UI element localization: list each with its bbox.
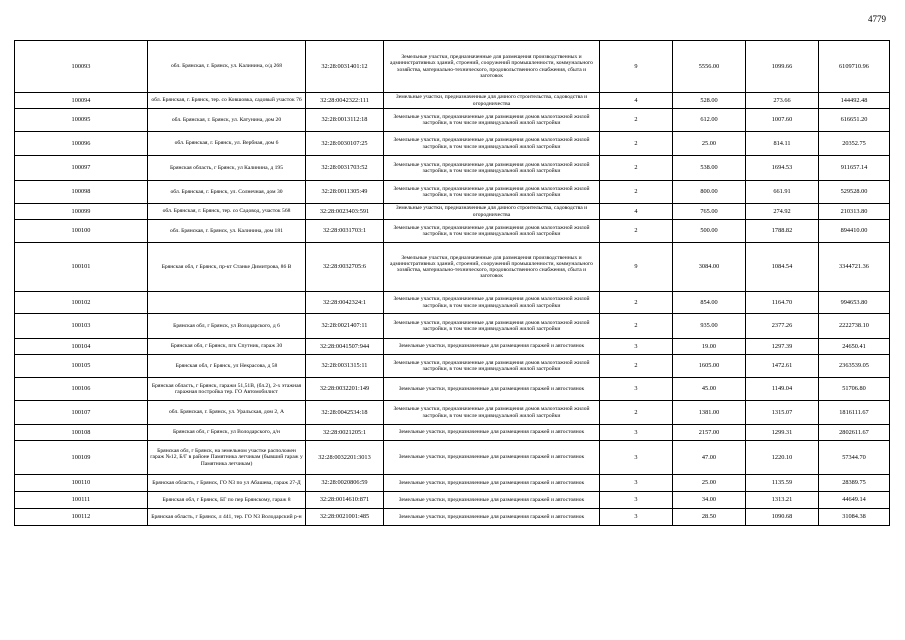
table-row (15, 509, 890, 526)
cell-cadastral-value: 24650.41 (819, 339, 890, 355)
cell-address: обл. Брянская, г. Брянск, тер. со Садовод, участок 568 (148, 204, 306, 220)
cell-area: 28.50 (673, 509, 746, 526)
cell-object-id: 100102 (15, 292, 148, 314)
cell-use-group: 3 (600, 492, 673, 509)
cell-area: 19.00 (673, 339, 746, 355)
cell-specific-value: 2377.26 (746, 314, 819, 339)
cell-address: Брянская обл, г Брянск, на земельном участке расположен гараж №12, Б/Г в районе Памятника летчикам (бывший гараж у Памятника летчикам) (148, 441, 306, 475)
cell-use-group: 2 (600, 355, 673, 378)
cell-object-id: 100104 (15, 339, 148, 355)
cell-cadastral-value: 44649.14 (819, 492, 890, 509)
cell-cadastral-number: 32:28:0031401:12 (306, 41, 384, 93)
cell-object-id: 100103 (15, 314, 148, 339)
cell-cadastral-value: 616651.20 (819, 109, 890, 132)
cell-address: обл. Брянская, г. Брянск, тер. со Ковшовка, садовый участок 76 (148, 93, 306, 109)
cell-land-use-purpose: Земельные участки, предназначенные для размещения домов малоэтажной жилой застройки, в том числе индивидуальной жилой застройки (384, 132, 600, 156)
cell-address: обл. Брянская, г. Брянск, ул. Калинина, о/д 268 (148, 41, 306, 93)
cell-object-id: 100094 (15, 93, 148, 109)
cell-cadastral-number: 32:28:0031315:11 (306, 355, 384, 378)
cell-cadastral-value: 28389.75 (819, 475, 890, 492)
cell-cadastral-value: 529528.00 (819, 181, 890, 204)
cell-address: Брянская область, г Брянск, ГО N3 по ул Абашева, гараж 27-Д (148, 475, 306, 492)
cell-use-group: 2 (600, 314, 673, 339)
cell-area: 3084.00 (673, 243, 746, 292)
cell-object-id: 100093 (15, 41, 148, 93)
cell-land-use-purpose: Земельные участки, предназначенные для дачного строительства, садоводства и огородничества (384, 93, 600, 109)
cell-cadastral-value: 57344.70 (819, 441, 890, 475)
cell-land-use-purpose: Земельные участки, предназначенные для размещения домов малоэтажной жилой застройки, в том числе индивидуальной жилой застройки (384, 181, 600, 204)
cell-cadastral-number: 32:28:0030107:25 (306, 132, 384, 156)
cell-land-use-purpose: Земельные участки, предназначенные для размещения домов малоэтажной жилой застройки, в том числе индивидуальной жилой застройки (384, 401, 600, 425)
cell-address: обл. Брянская, г. Брянск, ул. Уральская, дом 2, А (148, 401, 306, 425)
cell-cadastral-number: 32:28:0011305:49 (306, 181, 384, 204)
cell-area: 854.00 (673, 292, 746, 314)
table-row (15, 355, 890, 378)
cell-cadastral-number: 32:28:0021001:485 (306, 509, 384, 526)
table-row (15, 181, 890, 204)
cell-cadastral-number: 32:28:0013112:18 (306, 109, 384, 132)
cell-cadastral-number: 32:28:0021205:1 (306, 425, 384, 441)
cell-specific-value: 1007.60 (746, 109, 819, 132)
cell-area: 2157.00 (673, 425, 746, 441)
cell-object-id: 100099 (15, 204, 148, 220)
cell-land-use-purpose: Земельные участки, предназначенные для размещения производственных и административных зданий, строений, сооружений промышленности, коммунального хозяйства, материально-технического, продовольственного снабжения, сбыта и заготовок (384, 41, 600, 93)
cell-land-use-purpose: Земельные участки, предназначенные для размещения гаражей и автостоянок (384, 509, 600, 526)
cell-use-group: 4 (600, 204, 673, 220)
cell-land-use-purpose: Земельные участки, предназначенные для размещения домов малоэтажной жилой застройки, в том числе индивидуальной жилой застройки (384, 292, 600, 314)
cell-object-id: 100109 (15, 441, 148, 475)
cell-specific-value: 1788.82 (746, 220, 819, 243)
cell-use-group: 2 (600, 401, 673, 425)
cell-address: Брянская обл, г Брянск, ул Володарского, д/н (148, 425, 306, 441)
table-row (15, 132, 890, 156)
cell-cadastral-value: 31084.38 (819, 509, 890, 526)
cell-area: 45.00 (673, 378, 746, 401)
cell-area: 612.00 (673, 109, 746, 132)
cell-cadastral-number: 32:28:0032201:149 (306, 378, 384, 401)
table-row (15, 243, 890, 292)
cell-cadastral-number: 32:28:0031703:1 (306, 220, 384, 243)
cell-area: 528.00 (673, 93, 746, 109)
cell-object-id: 100097 (15, 156, 148, 181)
cell-object-id: 100101 (15, 243, 148, 292)
cell-area: 538.00 (673, 156, 746, 181)
cell-land-use-purpose: Земельные участки, предназначенные для размещения гаражей и автостоянок (384, 441, 600, 475)
cell-address: обл. Брянская, г. Брянск, ул. Солнечная, дом 30 (148, 181, 306, 204)
cell-cadastral-value: 51706.80 (819, 378, 890, 401)
cell-address: Брянская область, г Брянск, ул Калинина, д 195 (148, 156, 306, 181)
cell-cadastral-number: 32:28:0023403:591 (306, 204, 384, 220)
cell-land-use-purpose: Земельные участки, предназначенные для размещения гаражей и автостоянок (384, 339, 600, 355)
cell-specific-value: 1090.68 (746, 509, 819, 526)
table-row (15, 441, 890, 475)
table-row (15, 475, 890, 492)
cell-area: 47.00 (673, 441, 746, 475)
cell-land-use-purpose: Земельные участки, предназначенные для размещения домов малоэтажной жилой застройки, в том числе индивидуальной жилой застройки (384, 355, 600, 378)
cell-area: 25.00 (673, 132, 746, 156)
cell-address: Брянская область, г Брянск, гаражи 51,51В, (бл.2), 2-х этажная гаражная постройка тер. ГО Автомобилист (148, 378, 306, 401)
cell-area: 1605.00 (673, 355, 746, 378)
table-row (15, 378, 890, 401)
cell-cadastral-number: 32:28:0042322:111 (306, 93, 384, 109)
cell-cadastral-value: 994653.80 (819, 292, 890, 314)
cell-specific-value: 1315.07 (746, 401, 819, 425)
cell-area: 25.00 (673, 475, 746, 492)
cell-cadastral-number: 32:28:0032201:3013 (306, 441, 384, 475)
cell-cadastral-value: 2802611.67 (819, 425, 890, 441)
cell-cadastral-value: 2363539.05 (819, 355, 890, 378)
cell-specific-value: 1149.04 (746, 378, 819, 401)
cell-cadastral-value: 210313.80 (819, 204, 890, 220)
cell-use-group: 2 (600, 132, 673, 156)
cell-cadastral-number: 32:28:0021407:11 (306, 314, 384, 339)
cell-address: Брянская обл, г Брянск, ул Некрасова, д 58 (148, 355, 306, 378)
cell-cadastral-value: 20352.75 (819, 132, 890, 156)
cell-use-group: 3 (600, 339, 673, 355)
cell-specific-value: 1297.39 (746, 339, 819, 355)
cell-use-group: 3 (600, 441, 673, 475)
cell-address: Брянская обл, г Брянск, БГ по пер Брянскому, гараж 8 (148, 492, 306, 509)
page-number: 4779 (868, 14, 886, 24)
cadastral-value-table (14, 40, 890, 526)
cell-land-use-purpose: Земельные участки, предназначенные для размещения гаражей и автостоянок (384, 492, 600, 509)
cell-use-group: 4 (600, 93, 673, 109)
cell-address: обл. Брянская, г. Брянск, ул. Катунина, дом 20 (148, 109, 306, 132)
cell-address: Брянская обл, г Брянск, пр-кт Станке Димитрова, 86 В (148, 243, 306, 292)
cell-specific-value: 1220.10 (746, 441, 819, 475)
cell-address: обл. Брянская, г. Брянск, ул. Калинина, дом 181 (148, 220, 306, 243)
cell-cadastral-value: 1816111.67 (819, 401, 890, 425)
cell-object-id: 100111 (15, 492, 148, 509)
cell-use-group: 3 (600, 475, 673, 492)
cell-specific-value: 1084.54 (746, 243, 819, 292)
cell-address: Брянская область, г Брянск, л 441, тер. ГО N3 Володарский р-н (148, 509, 306, 526)
cell-land-use-purpose: Земельные участки, предназначенные для размещения гаражей и автостоянок (384, 425, 600, 441)
table-row (15, 93, 890, 109)
cell-cadastral-value: 6109710.96 (819, 41, 890, 93)
cell-specific-value: 1694.53 (746, 156, 819, 181)
table-row (15, 314, 890, 339)
cell-area: 1381.00 (673, 401, 746, 425)
cell-cadastral-number: 32:28:0032705:6 (306, 243, 384, 292)
cell-use-group: 9 (600, 41, 673, 93)
cell-specific-value: 274.92 (746, 204, 819, 220)
cell-address: обл. Брянская, г. Брянск, ул. Вербная, дом 6 (148, 132, 306, 156)
cell-object-id: 100105 (15, 355, 148, 378)
cell-cadastral-number: 32:28:0042324:1 (306, 292, 384, 314)
table-row (15, 401, 890, 425)
cell-land-use-purpose: Земельные участки, предназначенные для размещения домов малоэтажной жилой застройки, в том числе индивидуальной жилой застройки (384, 109, 600, 132)
table-row (15, 41, 890, 93)
cell-specific-value: 1472.61 (746, 355, 819, 378)
cell-object-id: 100112 (15, 509, 148, 526)
cell-cadastral-value: 894410.00 (819, 220, 890, 243)
cell-address: Брянская обл, г Брянск, пгк Спутник, гараж 30 (148, 339, 306, 355)
table-row (15, 156, 890, 181)
cell-area: 800.00 (673, 181, 746, 204)
cell-specific-value: 1135.59 (746, 475, 819, 492)
cell-area: 500.00 (673, 220, 746, 243)
cell-cadastral-value: 144492.48 (819, 93, 890, 109)
cell-cadastral-number: 32:28:0014610:871 (306, 492, 384, 509)
cell-address (148, 292, 306, 314)
cell-area: 935.00 (673, 314, 746, 339)
cell-address: Брянская обл, г Брянск, ул Володарского, д 6 (148, 314, 306, 339)
table-row (15, 204, 890, 220)
cell-object-id: 100096 (15, 132, 148, 156)
cell-area: 765.00 (673, 204, 746, 220)
cell-use-group: 2 (600, 156, 673, 181)
table-row (15, 292, 890, 314)
cell-cadastral-number: 32:28:0031703:52 (306, 156, 384, 181)
cell-object-id: 100108 (15, 425, 148, 441)
cell-object-id: 100095 (15, 109, 148, 132)
table-row (15, 492, 890, 509)
cell-cadastral-value: 3344721.36 (819, 243, 890, 292)
cell-object-id: 100107 (15, 401, 148, 425)
cell-specific-value: 814.11 (746, 132, 819, 156)
cell-specific-value: 1164.70 (746, 292, 819, 314)
cell-land-use-purpose: Земельные участки, предназначенные для размещения производственных и административных зданий, строений, сооружений промышленности, коммунального хозяйства, материально-технического, продовольственного снабжения, сбыта и заготовок (384, 243, 600, 292)
cell-use-group: 9 (600, 243, 673, 292)
cell-cadastral-number: 32:28:0042534:18 (306, 401, 384, 425)
cell-specific-value: 1299.31 (746, 425, 819, 441)
cell-specific-value: 661.91 (746, 181, 819, 204)
cell-specific-value: 1313.21 (746, 492, 819, 509)
table-row (15, 109, 890, 132)
cell-area: 34.00 (673, 492, 746, 509)
cell-cadastral-number: 32:28:0020806:59 (306, 475, 384, 492)
cell-object-id: 100110 (15, 475, 148, 492)
cell-area: 5556.00 (673, 41, 746, 93)
cell-object-id: 100098 (15, 181, 148, 204)
table-row (15, 425, 890, 441)
cell-use-group: 2 (600, 109, 673, 132)
cell-use-group: 2 (600, 292, 673, 314)
cell-use-group: 3 (600, 509, 673, 526)
cell-land-use-purpose: Земельные участки, предназначенные для размещения домов малоэтажной жилой застройки, в том числе индивидуальной жилой застройки (384, 220, 600, 243)
cell-use-group: 2 (600, 220, 673, 243)
cell-land-use-purpose: Земельные участки, предназначенные для размещения гаражей и автостоянок (384, 475, 600, 492)
table-row (15, 339, 890, 355)
cell-cadastral-value: 911657.14 (819, 156, 890, 181)
cell-specific-value: 1099.66 (746, 41, 819, 93)
cell-object-id: 100106 (15, 378, 148, 401)
cell-land-use-purpose: Земельные участки, предназначенные для дачного строительства, садоводства и огородничества (384, 204, 600, 220)
cell-cadastral-value: 2222738.10 (819, 314, 890, 339)
table-row (15, 220, 890, 243)
cell-specific-value: 273.66 (746, 93, 819, 109)
cell-land-use-purpose: Земельные участки, предназначенные для размещения домов малоэтажной жилой застройки, в том числе индивидуальной жилой застройки (384, 314, 600, 339)
cell-land-use-purpose: Земельные участки, предназначенные для размещения домов малоэтажной жилой застройки, в том числе индивидуальной жилой застройки (384, 156, 600, 181)
cell-use-group: 2 (600, 181, 673, 204)
cell-use-group: 3 (600, 378, 673, 401)
cell-cadastral-number: 32:28:0041507:944 (306, 339, 384, 355)
cell-land-use-purpose: Земельные участки, предназначенные для размещения гаражей и автостоянок (384, 378, 600, 401)
cell-use-group: 3 (600, 425, 673, 441)
cell-object-id: 100100 (15, 220, 148, 243)
